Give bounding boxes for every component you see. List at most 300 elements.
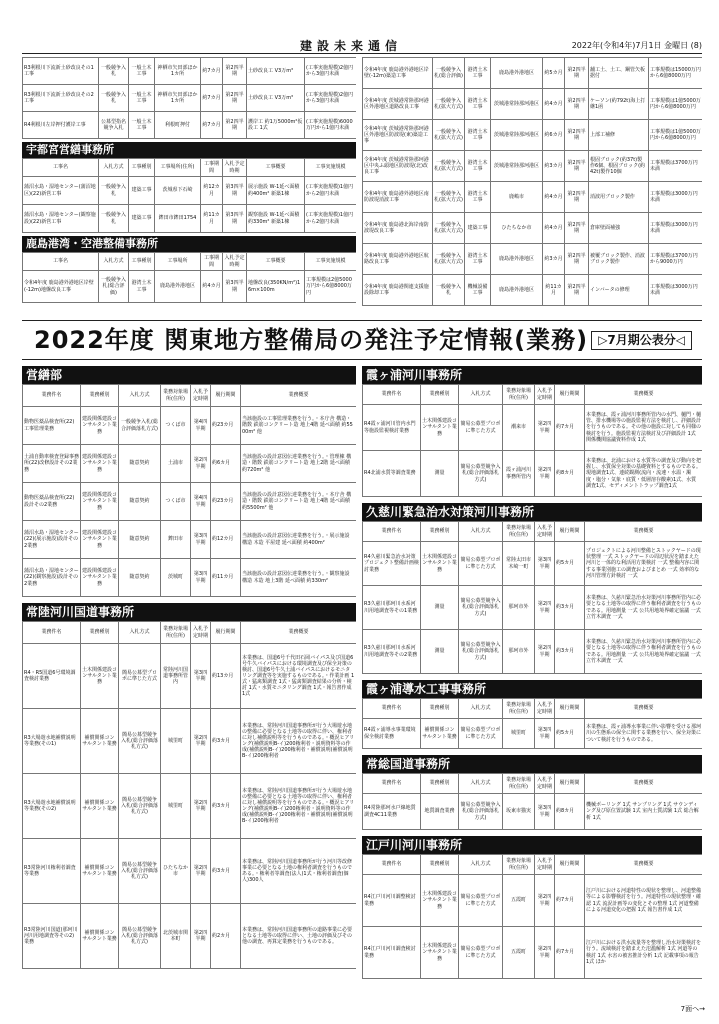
table-cell: R4江戸川河川調査検討業務: [363, 927, 421, 979]
table-cell: 根固ブロック(約37t)製作6個、根固ブロック(約42t)製作10個: [589, 151, 649, 182]
table-row: [23, 709, 357, 774]
column-header: 入札予定時期: [535, 855, 555, 875]
table-cell: 令和4年度 茨城港常陸那珂港区中央ふ頭地区防波堤(北)改良工事: [363, 151, 433, 182]
table-row: [23, 774, 357, 839]
table-cell: 約6カ月: [543, 120, 565, 151]
table-cell: 本業務は、久慈川緊急治水対策河川事務所管内に必要となる土地等の取得に伴う権利者調査を行うものである。用地測量 一式 公共用地境界確定協議 一式 立竹木調査 一式: [585, 630, 703, 674]
table-cell: 当該施設の設計意図伝達業務を行う。・管理棟 構造・階数 鉄筋コンクリート造 地上2階 延べ面積 約720m² 他: [241, 445, 357, 483]
table-cell: 那珂市外: [503, 630, 535, 674]
column-header: 入札予定時期: [535, 385, 555, 405]
table-cell: 簡易公募型競争入札(総合評価落札方式): [119, 709, 161, 774]
column-header: 履行期間: [555, 855, 585, 875]
table-cell: 約3カ月: [555, 586, 585, 630]
column-header: 履行期間: [555, 385, 585, 405]
table-cell: 倉庫壁面補強: [589, 213, 649, 244]
table-cell: (工事実施規模)2億円から3億円未満: [305, 58, 357, 85]
headline-term: ▷7月期公表分◁: [591, 331, 692, 350]
table-cell: 建築工事: [465, 213, 491, 244]
table-cell: 第2四半期: [191, 839, 211, 904]
table-cell: 港湾土木工事: [465, 120, 491, 151]
table-cell: 蒲沼水島・湿地センター(22)(展示施設)設計その2業務: [23, 521, 81, 559]
table-cell: 一般競争入札: [433, 275, 465, 306]
table-cell: 約8カ月: [555, 794, 585, 830]
table-cell: 港湾土木工事: [129, 271, 155, 303]
column-header: 業務概要: [241, 385, 357, 407]
column-header: 入札方式: [459, 855, 503, 875]
table-cell: 令和4年度 鹿島港外港地区航路改良工事: [363, 244, 433, 275]
column-header: 業務種別: [421, 385, 459, 405]
table-cell: 工事規模は3000万円未満: [649, 182, 703, 213]
table-cell: 約3カ月: [543, 151, 565, 182]
table-cell: 第2四半期: [565, 244, 589, 275]
column-header: 業務対象場所(住所): [503, 385, 535, 405]
joso-table: [362, 773, 702, 830]
utsunomiya-table: [22, 158, 356, 233]
table-cell: 一般競争入札: [99, 177, 129, 205]
section-kashima: 鹿島港湾・空港整備事務所: [22, 236, 356, 252]
table-cell: 補償関係コンサルタント業務: [81, 709, 119, 774]
table-cell: 令和4年度 鹿島港外港地区岸壁(-12m)築造工事: [363, 58, 433, 89]
column-header: 入札方式: [459, 522, 503, 542]
column-header: 業務概要: [585, 855, 703, 875]
table-cell: 一般競争入札(拡大方式): [433, 89, 465, 120]
column-header: 工事種別: [129, 159, 155, 177]
table-cell: R4北浦水質等調査業務: [363, 451, 421, 497]
table-row: [23, 644, 357, 709]
column-header: 業務概要: [585, 699, 703, 719]
table-cell: 茨城港常陸那珂港区: [491, 120, 543, 151]
table-cell: 一般競争入札(総合評価): [433, 58, 465, 89]
column-header: 業務件名: [363, 855, 421, 875]
table-cell: ケーソン(約792t)海上打継1函: [589, 89, 649, 120]
bottom-right-column: [362, 366, 702, 984]
column-header: 入札方式: [459, 774, 503, 794]
table-cell: R3利根川下流新土砂改良その1工事: [23, 58, 99, 85]
table-cell: 土砂改良工 V3万m³: [247, 85, 305, 112]
table-cell: 第4四半期: [191, 483, 211, 521]
column-header: 履行期間: [555, 699, 585, 719]
column-header: 入札予定時期: [223, 253, 247, 271]
table-cell: 約4カ月: [201, 271, 223, 303]
table-cell: 蒲沼水島・湿地センター(蒲沼地区)(22)新営工事: [23, 177, 99, 205]
column-header: 業務概要: [585, 522, 703, 542]
table-cell: R3常陸河川国道(那珂川河川用地調査等その2)業務: [23, 904, 81, 969]
table-cell: 約12カ月: [211, 521, 241, 559]
table-cell: 第2四半期: [565, 213, 589, 244]
table-cell: 土木関係建設コンサルタント業務: [81, 644, 119, 709]
table-cell: 建設関係建設コンサルタント業務: [81, 483, 119, 521]
table-cell: 約11カ月: [211, 559, 241, 597]
table-cell: 一般競争入札(拡大方式): [433, 182, 465, 213]
table-cell: 第2四半期: [191, 774, 211, 839]
table-row: [23, 483, 357, 521]
table-cell: R4・R5国道6号環境調査検討業務: [23, 644, 81, 709]
table-row: [363, 542, 703, 586]
table-cell: 第2四半期: [565, 275, 589, 306]
column-header: 工事実施規模: [305, 159, 357, 177]
table-row: [23, 904, 357, 969]
table-cell: 本業務は、国道6号千代田石岡バイパス及び国道6号牛久バイパスにおける環境調査及び保全対策の検討、国道6号牛久土浦バイパスにおけるモニタリング調査等を実施するものである。・作業計画 1式・猛禽類調査 1式・猛禽類調査結果の分析・検討 1式・水質モニタリング調査 1式・報告書作成 1式: [241, 644, 357, 709]
table-row: [23, 559, 357, 597]
issue-date: [572, 41, 702, 51]
table-cell: 北茨城市関本町: [161, 904, 191, 969]
table-cell: 第2四半期: [535, 451, 555, 497]
column-header: 工事名: [23, 159, 99, 177]
table-cell: 本業務は、常陸河川国道事務所が行う大場遊水地の整備に必要となる土地等の取得に伴い、権利者に対し補償説明等を行うものである。・概況ヒアリング(補償説明B-イ)200権利者・説明資料等の作成(補償説明B-イ)200権利者・補償説明(補償説明B-イ)200権利者: [241, 774, 357, 839]
column-header: 入札予定時期: [191, 622, 211, 644]
table-cell: 土木関係建設コンサルタント業務: [421, 542, 459, 586]
column-header: 業務件名: [23, 622, 81, 644]
edogawa-table: [362, 854, 702, 979]
table-cell: 簡易公募型プロポに準じた方式: [459, 719, 503, 749]
table-cell: 消波用ブロック製作: [589, 182, 649, 213]
table-cell: 蒲沼水島・湿地センター(22)(観察施設)設計その2業務: [23, 559, 81, 597]
top-right-table: [362, 57, 702, 306]
table-cell: 約23カ月: [211, 483, 241, 521]
table-cell: 簡易公募型競争入札(総合評価落札方式): [119, 904, 161, 969]
column-header: 業務種別: [421, 522, 459, 542]
table-cell: 簡易公募型競争入札(総合評価落札方式): [119, 839, 161, 904]
table-cell: 常陸太田市木崎一町: [503, 542, 535, 586]
paper-name: 建設未来通信: [300, 39, 403, 53]
table-cell: 一般競争入札(総合評価): [99, 271, 129, 303]
table-row: [363, 719, 703, 749]
table-header-row: [363, 699, 703, 719]
table-cell: 五霞町: [503, 875, 535, 927]
table-cell: 工事規模は3700万円から9000万円: [649, 244, 703, 275]
column-header: 工事概要: [247, 159, 305, 177]
table-cell: 約7カ月: [201, 112, 223, 139]
table-cell: 城里町: [503, 719, 535, 749]
table-cell: 地質調査業務: [421, 794, 459, 830]
table-cell: 工事規模は3000万円未満: [649, 275, 703, 306]
table-cell: 土木関係建設コンサルタント業務: [421, 875, 459, 927]
table-cell: 測量: [421, 451, 459, 497]
table-header-row: [23, 253, 357, 271]
table-cell: 第3四半期: [223, 177, 247, 205]
column-header: 入札予定時期: [535, 522, 555, 542]
table-cell: 本業務は、久慈川緊急治水対策河川事務所管内に必要となる土地等の取得に伴う権利者調査を行うものである。用地測量 一式 公共用地境界確定協議 一式 立竹木調査 一式: [585, 586, 703, 630]
headline-banner: [22, 320, 702, 360]
table-cell: 約7カ月: [555, 927, 585, 979]
table-cell: 一般競争入札: [99, 85, 129, 112]
table-cell: 公募型指名競争入札: [99, 112, 129, 139]
column-header: 業務種別: [421, 699, 459, 719]
column-header: 業務概要: [585, 385, 703, 405]
table-cell: 簡易公募型プロポに準じた方式: [459, 875, 503, 927]
table-cell: 土浦市: [161, 445, 191, 483]
table-cell: 約7カ月: [555, 875, 585, 927]
table-cell: 約11カ月: [201, 205, 223, 233]
column-header: 業務種別: [421, 855, 459, 875]
table-header-row: [23, 159, 357, 177]
column-header: 入札予定時期: [191, 385, 211, 407]
table-cell: 港湾土木工事: [465, 89, 491, 120]
table-cell: 第3四半期: [191, 559, 211, 597]
table-cell: 茨城町: [161, 559, 191, 597]
table-cell: 第2四半期: [565, 89, 589, 120]
table-cell: R3大場遊水地補償説明等業務(その2): [23, 774, 81, 839]
section-hitachi: 常陸河川国道事務所: [22, 603, 356, 621]
column-header: 履行期間: [555, 522, 585, 542]
table-cell: 第2四半期: [535, 875, 555, 927]
table-cell: 港湾土木工事: [465, 182, 491, 213]
table-cell: 測量: [421, 586, 459, 630]
section-utsunomiya: 宇都宮営繕事務所: [22, 142, 356, 158]
hitachi-table: [22, 621, 356, 969]
table-cell: 建築工事: [129, 177, 155, 205]
table-cell: 上部工補修: [589, 120, 649, 151]
table-cell: 約7カ月: [201, 58, 223, 85]
column-header: 入札予定時期: [535, 699, 555, 719]
column-header: 業務対象場所(住所): [503, 774, 535, 794]
table-row: [363, 875, 703, 927]
column-header: 工事実施規模: [305, 253, 357, 271]
table-cell: (工事実施規模)1億円から2億円未満: [305, 205, 357, 233]
table-cell: 一般競争入札(拡大方式): [433, 213, 465, 244]
table-cell: 第3四半期: [191, 644, 211, 709]
table-cell: 一般競争入札(総合評価落札方式): [119, 407, 161, 445]
table-row: [363, 794, 703, 830]
table-cell: 土木関係建設コンサルタント業務: [421, 927, 459, 979]
table-cell: 令和4年度 茨城港常陸那珂港区外港地区防波堤(東)築造工事: [363, 120, 433, 151]
table-cell: R4霞ヶ浦導水事業環境保全検討業務: [363, 719, 421, 749]
table-cell: 機械設備工事: [465, 275, 491, 306]
table-cell: 工事規模は15000万円から6億8000万円: [649, 58, 703, 89]
table-cell: 当該施設の設計意図伝達業務を行う。・観察施設 構造 木造 地上3階 延べ面積 約330m²: [241, 559, 357, 597]
table-cell: R4久慈川緊急治水対策プロジェクト整備計画検討業務: [363, 542, 421, 586]
table-cell: 茨城港常陸那珂港区: [491, 89, 543, 120]
table-cell: 補償関係コンサルタント業務: [81, 839, 119, 904]
table-cell: 鉾田市鉾田1754: [155, 205, 201, 233]
table-cell: 第2四半期: [223, 85, 247, 112]
table-header-row: [363, 855, 703, 875]
table-cell: 約4カ月: [543, 213, 565, 244]
table-row: [23, 839, 357, 904]
column-header: 工事場所(住所): [155, 159, 201, 177]
column-header: 工事期間: [201, 253, 223, 271]
table-cell: 工事規模は3000万円未満: [649, 213, 703, 244]
table-cell: 第3四半期: [535, 719, 555, 749]
table-cell: 建設関係建設コンサルタント業務: [81, 521, 119, 559]
table-cell: 一般競争入札: [99, 205, 129, 233]
table-row: [363, 182, 703, 213]
table-cell: 港湾土木工事: [465, 151, 491, 182]
column-header: 業務件名: [363, 699, 421, 719]
column-header: 入札予定時期: [223, 159, 247, 177]
table-cell: 令和4年度 鹿島港北海岸南防波堤改良工事: [363, 213, 433, 244]
table-cell: 約3カ月: [543, 244, 565, 275]
table-cell: 一般土木工事: [129, 85, 155, 112]
column-header: 入札方式: [119, 385, 161, 407]
table-cell: 本業務は、霞ヶ浦導水事業に伴い影響を受ける那珂川の生態系の保全に関する業務を行い、保全対策について検討を行うものである。: [585, 719, 703, 749]
table-cell: 潮来市: [503, 405, 535, 451]
table-cell: R4利根川左岸押付護岸工事: [23, 112, 99, 139]
table-cell: R3大場遊水地補償説明等業務(その1): [23, 709, 81, 774]
table-cell: プロジェクトによる河川整備とストックヤードの現状整理 一式 ストックヤードの周辺状況を踏まえた河川と一体的な利活用方策検討 一式 整備内容に関する事業別施工の調査およびまとめ 一式 効率的な河川管理方針検討 一式: [585, 542, 703, 586]
table-cell: (工事実施規模)6000万円から1億円未満: [305, 112, 357, 139]
table-cell: 鉾田市: [161, 521, 191, 559]
table-cell: 工事規模は1億5000万円から6億8000万円: [649, 89, 703, 120]
table-cell: R3久慈川那珂川水系河川用地調査等その2業務: [363, 630, 421, 674]
table-cell: 五霞町: [503, 927, 535, 979]
table-cell: 約4カ月: [543, 182, 565, 213]
table-cell: 港湾土木工事: [465, 58, 491, 89]
table-row: [363, 213, 703, 244]
column-header: 入札方式: [119, 622, 161, 644]
table-row: [363, 89, 703, 120]
table-cell: 簡易公募型競争入札(総合評価落札方式): [119, 774, 161, 839]
column-header: 業務対象場所(住所): [503, 522, 535, 542]
table-cell: 本業務は、常陸河川国道事務所の道路事業に必要となる土地等の取得に伴い、土地の評価及びその他の調査、再算定業務を行うものである。: [241, 904, 357, 969]
table-cell: ひたちなか市: [161, 839, 191, 904]
section-edogawa: 江戸川河川事務所: [362, 836, 702, 854]
table-row: [23, 205, 357, 233]
table-cell: 約3カ月: [211, 839, 241, 904]
column-header: 工事名: [23, 253, 99, 271]
table-cell: 第2四半期: [535, 405, 555, 451]
table-cell: 約23カ月: [211, 407, 241, 445]
table-cell: 城里町: [161, 709, 191, 774]
column-header: 入札方式: [459, 699, 503, 719]
table-cell: 約3カ月: [211, 709, 241, 774]
table-cell: 土木関係建設コンサルタント業務: [421, 405, 459, 451]
table-cell: 第2四半期: [191, 445, 211, 483]
table-cell: 第2四半期: [565, 120, 589, 151]
table-cell: 動物医薬品検査所(22)工事監理業務: [23, 407, 81, 445]
column-header: 業務件名: [23, 385, 81, 407]
table-cell: 約6カ月: [211, 445, 241, 483]
table-cell: 舗工土、土工、鋼管矢板据付: [589, 58, 649, 89]
table-cell: 第2四半期: [223, 112, 247, 139]
table-cell: (工事実施規模)1億円から2億円未満: [305, 177, 357, 205]
table-row: [23, 521, 357, 559]
table-cell: 観察施設 W-1延べ面積 約330m² 新築1棟: [247, 205, 305, 233]
table-cell: 簡易公募型競争入札(総合評価落札方式): [459, 586, 503, 630]
table-cell: 第4四半期: [191, 407, 211, 445]
table-cell: 第3四半期: [223, 271, 247, 303]
table-cell: 約5カ月: [555, 719, 585, 749]
table-cell: 第2四半期: [191, 904, 211, 969]
table-row: [363, 630, 703, 674]
table-cell: 神栖市矢田部ほか1カ所: [155, 85, 201, 112]
table-cell: 当該施設の設計意図伝達業務を行う。・展示施設 構造 木造 平屋建 延べ面積 約400m²: [241, 521, 357, 559]
table-cell: 第2四半期: [565, 151, 589, 182]
column-header: 業務種別: [81, 385, 119, 407]
table-row: [363, 405, 703, 451]
table-cell: 第2四半期: [191, 709, 211, 774]
table-cell: 当該施設の工事監理業務を行う。・本庁舎 構造・階数 鉄筋コンクリート造 地上4階 延べ面積 約5500m² 他: [241, 407, 357, 445]
kashima-table: [22, 252, 356, 303]
table-cell: 神栖市矢田部ほか1カ所: [155, 58, 201, 85]
table-cell: 簡易公募型プロポに準じた方式: [459, 542, 503, 586]
table-cell: R3常陸河川権利者調査等業務: [23, 839, 81, 904]
table-cell: 本業務は、北浦における水質等の調査及び動向を把握し、水質保全対策の基礎資料とするものである。現地調査1式、連続観測(流向・流速・水温・濁度・塩分・気象・底質・低層溶存酸素)1式、水質調査1式、セディメントトラップ調査1式: [585, 451, 703, 497]
column-header: 入札方式: [459, 385, 503, 405]
table-cell: 測量: [421, 630, 459, 674]
table-cell: 建設関係建設コンサルタント業務: [81, 559, 119, 597]
table-cell: 茨城港常陸那珂港区: [491, 151, 543, 182]
table-cell: 令和4年度 鹿島港関連支援施設除却工事: [363, 275, 433, 306]
table-cell: 約3カ月: [211, 774, 241, 839]
table-cell: 約8カ月: [555, 451, 585, 497]
table-cell: 本業務は、霞ヶ浦河川事務所管内の水門、樋門・樋管、排水機場等の施設監視方法を検討し、詳細設計を行うものである。その他の施設に対しても同様の検討を行う。施設監視方法検討及び詳細設計 1式 関係機関協議資料作成 1式: [585, 405, 703, 451]
table-cell: 鹿島港外港地区: [491, 58, 543, 89]
column-header: 業務概要: [241, 622, 357, 644]
table-cell: 一般競争入札(拡大方式): [433, 151, 465, 182]
table-cell: 第2四半期: [535, 927, 555, 979]
table-cell: 第2四半期: [565, 58, 589, 89]
table-cell: 約11カ月: [543, 275, 565, 306]
section-joso: 常総国道事務所: [362, 755, 702, 773]
column-header: 業務対象場所(住所): [161, 385, 191, 407]
table-cell: 霞ヶ浦河川事務所管内: [503, 451, 535, 497]
table-cell: 江戸川における河道特性の現状を整理し、河道整備等による影響検討を行う。河道特性の現状整理・確認 1式 流況計画等の変化とその整理 1式 河道整備による河道変化の把握 1式 報告書作成 1式: [585, 875, 703, 927]
table-cell: 鹿島港外港地区: [491, 244, 543, 275]
table-cell: 第3四半期: [223, 205, 247, 233]
table-cell: 茨城県下石崎: [155, 177, 201, 205]
table-cell: 鹿島港外港地区: [491, 275, 543, 306]
table-row: [23, 177, 357, 205]
page-number: (8): [690, 41, 702, 50]
table-cell: 簡易公募型競争入札(総合評価落札方式): [459, 630, 503, 674]
table-cell: 建築工事: [129, 205, 155, 233]
table-cell: 第3四半期: [535, 794, 555, 830]
table-cell: 約12カ月: [201, 177, 223, 205]
table-cell: 動物医薬品検査所(22)設計その2業務: [23, 483, 81, 521]
table-cell: 一般土木工事: [129, 112, 155, 139]
top-left-column: [22, 57, 356, 313]
table-cell: 随意契約: [119, 559, 161, 597]
table-cell: 約3カ月: [555, 630, 585, 674]
table-cell: 簡易公募型プロポに準じた方式: [459, 927, 503, 979]
table-cell: 随意契約: [119, 445, 161, 483]
table-cell: (工事実施規模)2億円から3億円未満: [305, 85, 357, 112]
column-header: 業務種別: [421, 774, 459, 794]
table-cell: 約5カ月: [543, 58, 565, 89]
table-cell: 建設関係建設コンサルタント業務: [81, 407, 119, 445]
table-cell: 第3四半期: [191, 521, 211, 559]
headline-title: 2022年度 関東地方整備局の発注予定情報(業務): [34, 326, 589, 354]
table-cell: インバータの修理: [589, 275, 649, 306]
table-cell: 工事規模は3700万円未満: [649, 151, 703, 182]
table-header-row: [363, 385, 703, 405]
table-cell: 坂東市猫実: [503, 794, 535, 830]
column-header: 工事場所: [155, 253, 201, 271]
table-cell: 補償関係コンサルタント業務: [421, 719, 459, 749]
table-cell: 工事規模は2億5000万円から6億8000万円: [305, 271, 357, 303]
section-eizen: 営繕部: [22, 366, 356, 384]
table-cell: 鹿島港外港地区: [155, 271, 201, 303]
table-cell: 令和4年度 鹿島港外港地区岸壁(-12m)地盤改良工事: [23, 271, 99, 303]
column-header: 業務対象場所(住所): [503, 699, 535, 719]
table-cell: 建設関係建設コンサルタント業務: [81, 445, 119, 483]
table-cell: 約7カ月: [555, 405, 585, 451]
table-row: [23, 58, 357, 85]
table-header-row: [363, 774, 703, 794]
table-cell: 補償関係コンサルタント業務: [81, 904, 119, 969]
table-cell: 常陸河川国道事務所管内: [161, 644, 191, 709]
table-cell: 約7カ月: [201, 85, 223, 112]
section-kasumi-water: 霞ヶ浦導水工事事務所: [362, 680, 702, 698]
kasumi-water-table: [362, 698, 702, 749]
table-row: [363, 927, 703, 979]
column-header: 業務件名: [363, 522, 421, 542]
table-cell: 随意契約: [119, 483, 161, 521]
bottom-left-column: [22, 366, 356, 988]
table-cell: 本業務は、常陸河川国道事務所が行う大場遊水地の整備に必要となる土地等の取得に伴い、権利者に対し補償説明等を行うものである。・概況ヒアリング(補償説明B-イ)200権利者・説明資料等の作成(補償説明B-イ)200権利者・補償説明(補償説明B-イ)200権利者: [241, 709, 357, 774]
table-cell: 簡易公募型プロポに準じた方式: [119, 644, 161, 709]
